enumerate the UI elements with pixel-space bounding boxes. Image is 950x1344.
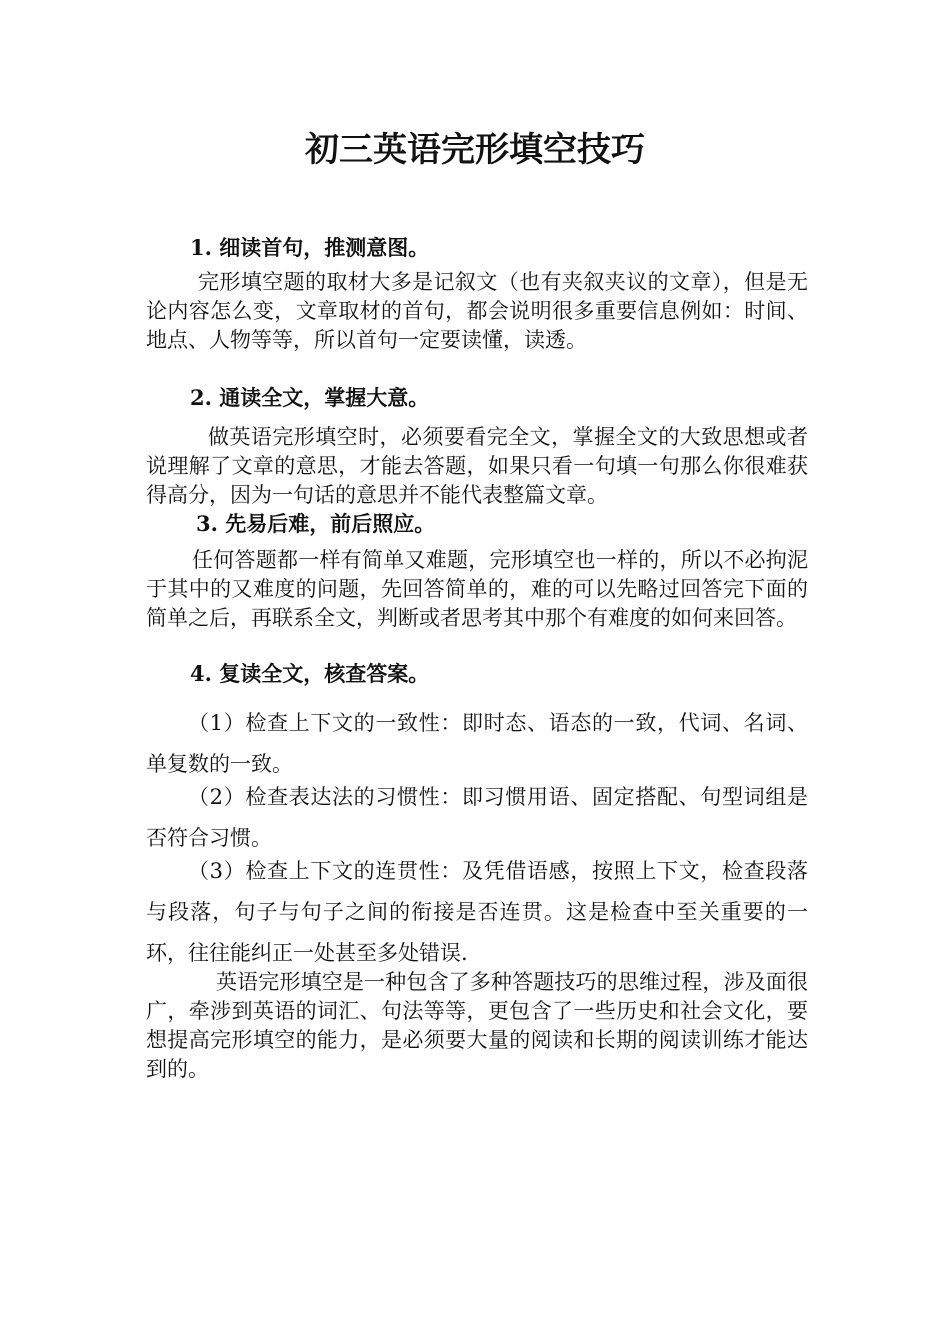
check-item-3: （3）检查上下文的连贯性：及凭借语感，按照上下文，检查段落与段落，句子与句子之间的衔接是否连贯。这是检查中至关重要的一环，往往能纠正一处甚至多处错误. [146, 859, 808, 965]
section-heading-2: 2. 通读全文，掌握大意。 [190, 385, 430, 410]
check-item-1: （1）检查上下文的一致性：即时态、语态的一致，代词、名词、单复数的一致。 [146, 711, 808, 776]
section-heading-1: 1. 细读首句，推测意图。 [190, 235, 430, 260]
section-heading-4: 4. 复读全文，核查答案。 [190, 661, 430, 686]
conclusion-paragraph: 英语完形填空是一种包含了多种答题技巧的思维过程，涉及面很广，牵涉到英语的词汇、句法等等，更包含了一些历史和社会文化，要想提高完形填空的能力，是必须要大量的阅读和长期的阅读训练才能达到的。 [146, 970, 808, 1081]
section-3-paragraph: 任何答题都一样有简单又难题，完形填空也一样的，所以不必拘泥于其中的又难度的问题，先回答简单的，难的可以先略过回答完下面的简单之后，再联系全文，判断或者思考其中那个有难度的如何来回答。 [146, 548, 808, 630]
section-heading-3: 3. 先易后难，前后照应。 [196, 511, 436, 536]
check-item-2: （2）检查表达法的习惯性：即习惯用语、固定搭配、句型词组是否符合习惯。 [146, 785, 808, 850]
document-title: 初三英语完形填空技巧 [305, 130, 645, 170]
section-2-paragraph: 做英语完形填空时，必须要看完全文，掌握全文的大致思想或者说理解了文章的意思，才能去答题，如果只看一句填一句那么你很难获得高分，因为一句话的意思并不能代表整篇文章。 [146, 425, 808, 507]
section-1-paragraph: 完形填空题的取材大多是记叙文（也有夹叙夹议的文章），但是无论内容怎么变，文章取材的首句，都会说明很多重要信息例如：时间、地点、人物等等，所以首句一定要读懂，读透。 [146, 270, 808, 352]
